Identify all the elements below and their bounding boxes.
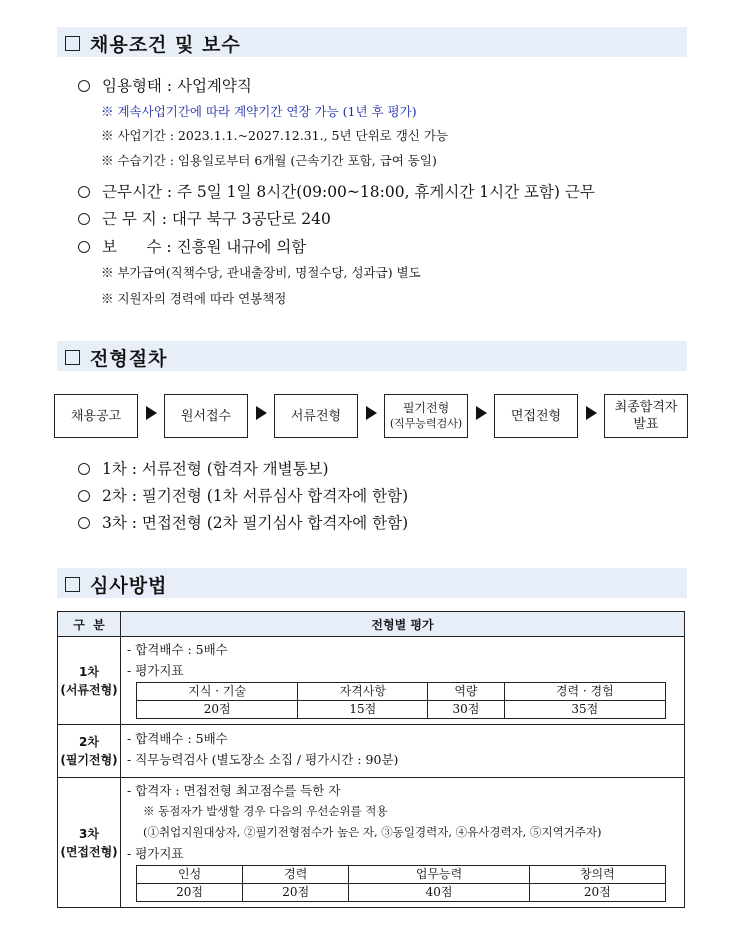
flow-step-application: 원서접수 (164, 394, 248, 438)
criteria-score: 15점 (298, 701, 428, 719)
circle-bullet-icon (78, 517, 90, 529)
criteria-score: 20점 (529, 884, 665, 902)
stage-1: 1차 : 서류전형 (합격자 개별통보) (78, 457, 329, 479)
note-period: ※ 사업기간 : 2023.1.1.~2027.12.31., 5년 단위로 갱신 가능 (101, 128, 449, 143)
note-contract: ※ 계속사업기간에 따라 계약기간 연장 가능 (1년 후 평가) (101, 104, 417, 119)
row-text: - 평가지표 (127, 846, 184, 861)
section-title: 전형절차 (90, 348, 168, 370)
section-header-evaluation (57, 568, 687, 598)
stage-2: 2차 : 필기전형 (1차 서류심사 합격자에 한함) (78, 484, 408, 506)
section-title: 심사방법 (90, 575, 168, 597)
criteria-table (136, 682, 666, 719)
note-negotiation: ※ 지원자의 경력에 따라 연봉책정 (101, 291, 287, 306)
criteria-score: 20점 (137, 884, 243, 902)
section-header-conditions (57, 27, 687, 57)
circle-bullet-icon (78, 463, 90, 475)
note-allowance: ※ 부가급여(직책수당, 관내출장비, 명절수당, 성과급) 별도 (101, 265, 421, 280)
table-row (58, 637, 685, 725)
criteria-header: 역량 (428, 683, 504, 701)
criteria-score: 20점 (243, 884, 349, 902)
row-label: 1차 (서류전형) (58, 637, 121, 725)
row-text: - 합격배수 : 5배수 (127, 642, 228, 657)
checkbox-square-icon (65, 577, 80, 592)
checkbox-square-icon (65, 36, 80, 51)
checkbox-square-icon (65, 350, 80, 365)
work-hours: 근무시간 : 주 5일 1일 8시간(09:00~18:00, 휴게시간 1시간 포함) 근무 (78, 180, 595, 202)
table-header-row (58, 612, 685, 637)
table-row (58, 725, 685, 778)
row-text: - 합격배수 : 5배수 (127, 731, 228, 746)
row-text: - 직무능력검사 (별도장소 소집 / 평가시간 : 90분) (127, 752, 399, 767)
row-text: (①취업지원대상자, ②필기전형점수가 높은 자, ③동일경력자, ④유사경력자, ⑤지역거주자) (143, 825, 602, 839)
circle-bullet-icon (78, 490, 90, 502)
criteria-table (136, 865, 666, 902)
arrow-right-icon (476, 406, 487, 420)
criteria-header: 경력 (243, 866, 349, 884)
row-text: - 평가지표 (127, 663, 184, 678)
criteria-header: 지식 · 기술 (137, 683, 298, 701)
arrow-right-icon (146, 406, 157, 420)
header-category: 구 분 (58, 612, 121, 637)
table-row (58, 778, 685, 908)
flow-step-announcement: 채용공고 (54, 394, 138, 438)
row-label: 2차 (필기전형) (58, 725, 121, 778)
circle-bullet-icon (78, 213, 90, 225)
circle-bullet-icon (78, 241, 90, 253)
criteria-score: 20점 (137, 701, 298, 719)
criteria-score: 35점 (504, 701, 665, 719)
section-header-process (57, 341, 687, 371)
flow-step-written: 필기전형 (직무능력검사) (384, 394, 468, 438)
row-label: 3차 (면접전형) (58, 778, 121, 908)
criteria-header: 인성 (137, 866, 243, 884)
flow-step-document: 서류전형 (274, 394, 358, 438)
criteria-header: 자격사항 (298, 683, 428, 701)
note-probation: ※ 수습기간 : 임용일로부터 6개월 (근속기간 포함, 급여 동일) (101, 153, 437, 168)
criteria-header: 업무능력 (349, 866, 529, 884)
arrow-right-icon (256, 406, 267, 420)
section-title: 채용조건 및 보수 (90, 34, 241, 56)
workplace: 근 무 지 : 대구 북구 3공단로 240 (78, 207, 331, 229)
row-text: - 합격자 : 면접전형 최고점수를 득한 자 (127, 783, 341, 798)
flow-step-final: 최종합격자 발표 (604, 394, 688, 438)
salary: 보 수 : 진흥원 내규에 의함 (78, 235, 306, 257)
circle-bullet-icon (78, 80, 90, 92)
evaluation-table (57, 611, 685, 908)
header-evaluation: 전형별 평가 (121, 612, 685, 637)
row-text: ※ 동점자가 발생할 경우 다음의 우선순위를 적용 (143, 804, 388, 818)
criteria-header: 경력 · 경험 (504, 683, 665, 701)
circle-bullet-icon (78, 186, 90, 198)
criteria-header: 창의력 (529, 866, 665, 884)
employment-type: 임용형태 : 사업계약직 (78, 74, 252, 96)
arrow-right-icon (586, 406, 597, 420)
flow-step-interview: 면접전형 (494, 394, 578, 438)
stage-3: 3차 : 면접전형 (2차 필기심사 합격자에 한함) (78, 511, 408, 533)
arrow-right-icon (366, 406, 377, 420)
criteria-score: 40점 (349, 884, 529, 902)
criteria-score: 30점 (428, 701, 504, 719)
